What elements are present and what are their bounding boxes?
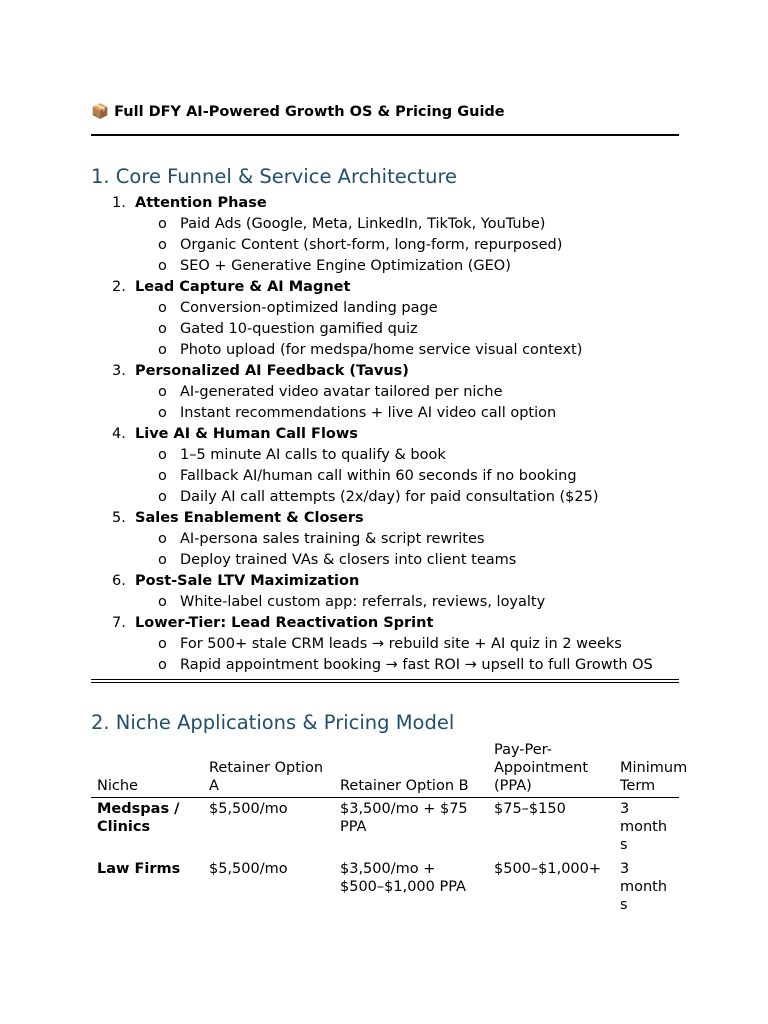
table-cell-ppa: $500–$1,000+ (494, 861, 602, 877)
list-item-title: Sales Enablement & Closers (135, 510, 364, 526)
sub-list-item (91, 298, 679, 319)
sub-list-item (91, 634, 679, 655)
bullet-icon: o (158, 384, 167, 400)
list-item-title: Personalized AI Feedback (Tavus) (135, 363, 409, 379)
sub-list-item-text: Deploy trained VAs & closers into client teams (180, 552, 517, 568)
table-cell-retainer-a: $5,500/mo (209, 801, 288, 817)
sub-list-item (91, 655, 679, 676)
section-divider (91, 679, 679, 683)
list-item (91, 571, 679, 592)
table-cell-niche: Medspas / Clinics (97, 801, 180, 835)
sub-list-item-text: Conversion-optimized landing page (180, 300, 438, 316)
sub-list-item-text: SEO + Generative Engine Optimization (GEO) (180, 258, 511, 274)
column-header-retainer-a: Retainer Option A (203, 741, 334, 798)
document-title: 📦 Full DFY AI-Powered Growth OS & Pricing Guide (91, 104, 505, 120)
section-1-heading: 1. Core Funnel & Service Architecture (91, 165, 458, 188)
pricing-table (91, 741, 688, 918)
sub-list-item (91, 550, 679, 571)
table-cell-minimum-term: 3 months (620, 801, 668, 853)
bullet-icon: o (158, 468, 167, 484)
sub-list-item (91, 466, 679, 487)
title-divider (91, 134, 679, 136)
column-header-retainer-b: Retainer Option B (334, 741, 488, 798)
list-item-number: 3. (112, 363, 126, 379)
list-item-title: Lower-Tier: Lead Reactivation Sprint (135, 615, 434, 631)
list-item-number: 2. (112, 279, 126, 295)
list-item-number: 7. (112, 615, 126, 631)
sub-list-item (91, 235, 679, 256)
list-item-title: Attention Phase (135, 195, 267, 211)
bullet-icon: o (158, 258, 167, 274)
sub-list-item (91, 340, 679, 361)
bullet-icon: o (158, 405, 167, 421)
table-header-row (91, 741, 679, 798)
list-item-title: Live AI & Human Call Flows (135, 426, 358, 442)
sub-list-item-text: Instant recommendations + live AI video call option (180, 405, 557, 421)
sub-list-item-text: Rapid appointment booking → fast ROI → upsell to full Growth OS (180, 657, 653, 673)
bullet-icon: o (158, 237, 167, 253)
bullet-icon: o (158, 594, 167, 610)
table-cell-minimum-term: 3 months (620, 861, 668, 913)
sub-list-item (91, 214, 679, 235)
sub-list-item (91, 487, 679, 508)
table-row (91, 798, 679, 859)
sub-list-item-text: White-label custom app: referrals, reviews, loyalty (180, 594, 546, 610)
bullet-icon: o (158, 489, 167, 505)
list-item-title: Post-Sale LTV Maximization (135, 573, 360, 589)
sub-list-item-text: Paid Ads (Google, Meta, LinkedIn, TikTok, YouTube) (180, 216, 546, 232)
list-item (91, 424, 679, 445)
list-item-number: 5. (112, 510, 126, 526)
list-item-number: 1. (112, 195, 126, 211)
list-item (91, 361, 679, 382)
bullet-icon: o (158, 342, 167, 358)
table-row (91, 858, 679, 918)
sub-list-item (91, 382, 679, 403)
column-header-niche: Niche (91, 741, 203, 798)
sub-list-item-text: 1–5 minute AI calls to qualify & book (180, 447, 446, 463)
sub-list-item (91, 319, 679, 340)
table-cell-retainer-b: $3,500/mo + $500–$1,000 PPA (340, 861, 466, 895)
bullet-icon: o (158, 552, 167, 568)
sub-list-item-text: AI-generated video avatar tailored per niche (180, 384, 503, 400)
list-item (91, 193, 679, 214)
table-cell-ppa: $75–$150 (494, 801, 566, 817)
sub-list-item-text: AI-persona sales training & script rewrites (180, 531, 485, 547)
sub-list-item (91, 592, 679, 613)
section-2-heading: 2. Niche Applications & Pricing Model (91, 711, 455, 734)
sub-list-item (91, 256, 679, 277)
list-item (91, 613, 679, 634)
sub-list-item-text: For 500+ stale CRM leads → rebuild site + AI quiz in 2 weeks (180, 636, 622, 652)
bullet-icon: o (158, 447, 167, 463)
list-item-number: 6. (112, 573, 126, 589)
list-item-number: 4. (112, 426, 126, 442)
sub-list-item (91, 445, 679, 466)
bullet-icon: o (158, 636, 167, 652)
table-cell-retainer-b: $3,500/mo + $75 PPA (340, 801, 468, 835)
list-item (91, 508, 679, 529)
sub-list-item-text: Photo upload (for medspa/home service visual context) (180, 342, 583, 358)
sub-list-item-text: Daily AI call attempts (2x/day) for paid consultation ($25) (180, 489, 599, 505)
sub-list-item (91, 529, 679, 550)
column-header-ppa: Pay-Per-Appointment (PPA) (488, 741, 614, 798)
table-cell-niche: Law Firms (97, 861, 181, 877)
column-header-minimum-term: Minimum Term (614, 741, 679, 798)
bullet-icon: o (158, 321, 167, 337)
bullet-icon: o (158, 531, 167, 547)
sub-list-item-text: Gated 10-question gamified quiz (180, 321, 418, 337)
service-architecture-list (91, 193, 679, 676)
bullet-icon: o (158, 300, 167, 316)
sub-list-item-text: Organic Content (short-form, long-form, repurposed) (180, 237, 563, 253)
bullet-icon: o (158, 216, 167, 232)
list-item-title: Lead Capture & AI Magnet (135, 279, 351, 295)
sub-list-item (91, 403, 679, 424)
sub-list-item-text: Fallback AI/human call within 60 seconds if no booking (180, 468, 577, 484)
bullet-icon: o (158, 657, 167, 673)
table-cell-retainer-a: $5,500/mo (209, 861, 288, 877)
list-item (91, 277, 679, 298)
